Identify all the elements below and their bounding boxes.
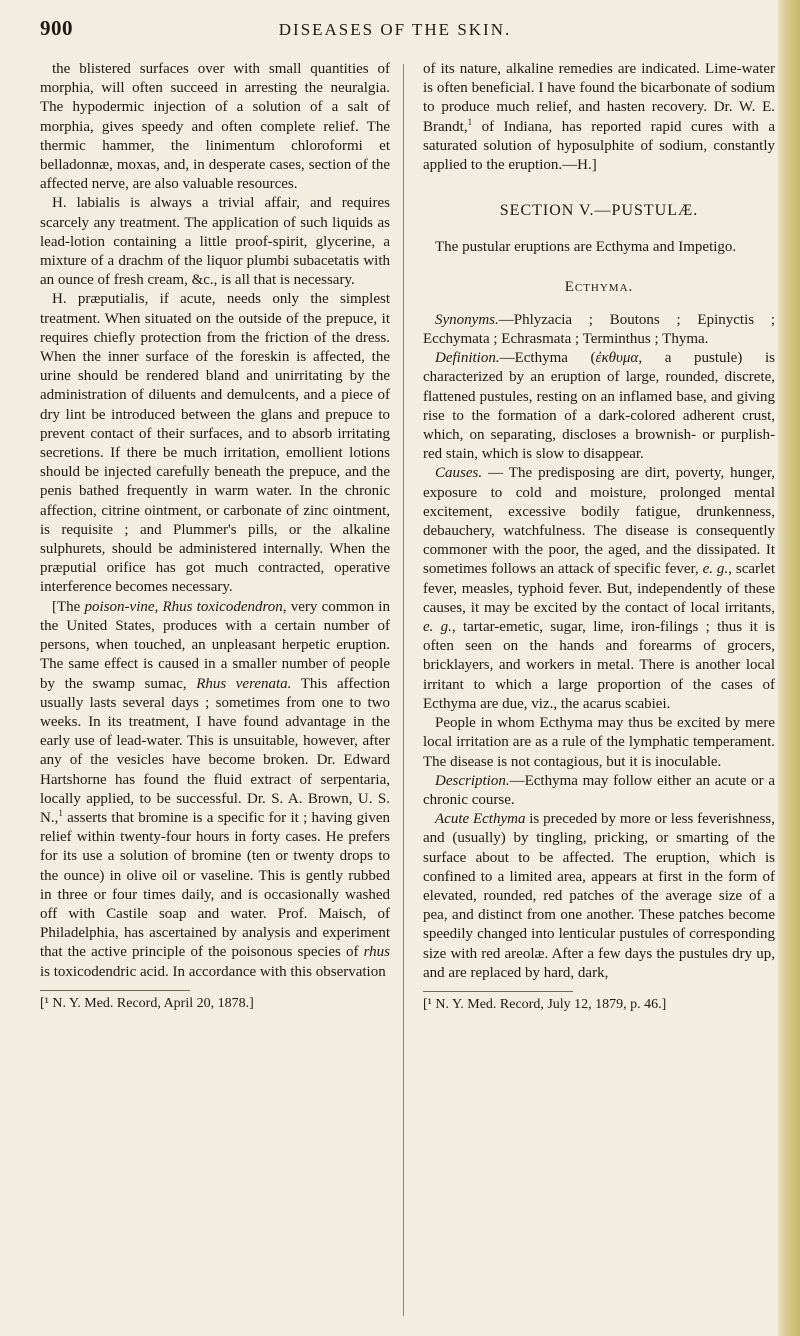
text-run: , a pustule) is characterized by an eruption of large, rounded, discrete, flattened pustules, resting on an inflamed base, and giving rise to the formation of a dark-colored adherent crust, which, on separating, discloses a brownish- or purplish-red stain, which is slow to disappear. xyxy=(423,350,775,463)
italic-label: Definition. xyxy=(435,350,500,367)
paragraph xyxy=(423,464,775,714)
paragraph xyxy=(423,810,775,983)
subheading: Ecthyma. xyxy=(564,278,634,295)
paragraph xyxy=(423,772,775,810)
page-edge xyxy=(778,0,800,1336)
text-run: — The predisposing are dirt, poverty, hunger, exposure to cold and moisture, prolonged mental excitement, excessive bodily fatigue, drunkenness, debauchery, watchfulness. The disease is consequently commoner with the poor, the aged, and the dissipated. It sometimes follows an attack of specific fever, xyxy=(423,465,775,578)
paragraph xyxy=(40,598,390,982)
page-header xyxy=(0,12,790,42)
greek-text: ἐκθυμα xyxy=(595,350,639,367)
paragraph: H. labialis is always a trivial affair, and requires scarcely any treatment. The application of such liquids as lead-lotion containing a little proof-spirit, glycerine, a mixture of a drachm of the liquor plumbi subacetatis with an ounce of fresh cream, &c., is all that is necessary. xyxy=(40,195,390,289)
text-run: —Ecthyma ( xyxy=(499,350,596,367)
text-run: of its nature, alkaline remedies are indicated. Lime-water is often beneficial. I have found the bicarbonate of sodium to produce much relief, and hasten recovery. Dr. W. E. Brandt, xyxy=(423,61,775,135)
italic-text: e. g. xyxy=(702,561,729,578)
paragraph xyxy=(423,311,775,349)
page-number: 900 xyxy=(40,16,73,40)
italic-label: Causes. xyxy=(435,465,483,482)
paragraph xyxy=(423,60,775,175)
italic-label: Acute Ecthyma xyxy=(435,811,526,828)
text-run: This affection usually lasts several days ; sometimes from one to two weeks. In its treatment, I have found advantage in the early use of lead-water. This is unsuitable, however, after any of the vesicles have become broken. Dr. Edward Hartshorne has found the fluid extract of serpentaria, locally applied, to be successful. Dr. S. A. Brown, U. S. N., xyxy=(40,675,391,826)
footnote-marker: 1 xyxy=(58,807,63,818)
italic-label: Description. xyxy=(435,772,510,789)
text-run: —Phlyzacia ; Boutons ; Epinyctis ; Ecchymata ; Echrasmata ; Terminthus ; Thyma. xyxy=(423,311,775,348)
paragraph: H. præputialis, if acute, needs only the simplest treatment. When situated on the outside of the prepuce, it requires chiefly protection from the friction of the dress. When the inner surface of the foreskin is affected, the urine should be rendered bland and unirritating by the administration of diluents and demulcents, and a piece of dry lint be introduced between the glans and prepuce to prevent contact of their surfaces, and to absorb irritating secretions. If there be much irritation, emollient lotions should be injected carefully beneath the prepuce, and the penis bathed frequently in warm water. In the chronic affection, citrine ointment, or carbonate of zinc ointment, is requisite ; and Plummer's pills, or the alkaline sulphurets, should be administered internally. When the præputial orifice has got much contracted, operative interference becomes necessary. xyxy=(40,291,390,596)
footnote-rule xyxy=(423,991,573,992)
section-heading: SECTION V.—PUSTULÆ. xyxy=(499,202,699,220)
paragraph xyxy=(423,349,775,464)
paragraph: The pustular eruptions are Ecthyma and Impetigo. xyxy=(435,239,737,256)
column-divider xyxy=(403,64,404,1316)
italic-text: rhus xyxy=(363,944,390,961)
running-head: DISEASES OF THE SKIN. xyxy=(278,20,512,39)
left-column xyxy=(40,60,390,1012)
text-run: —Ecthyma may follow either an acute or a chronic course. xyxy=(423,772,775,808)
footnote-rule xyxy=(40,990,190,991)
footnote-marker: 1 xyxy=(467,116,473,127)
italic-label: Synonyms. xyxy=(435,311,499,328)
footnote: [¹ N. Y. Med. Record, July 12, 1879, p. 46.] xyxy=(423,996,667,1012)
text-run: [The xyxy=(52,598,85,615)
footnote: [¹ N. Y. Med. Record, April 20, 1878.] xyxy=(40,995,254,1011)
text-run: very common in the United States, produces with a certain number of persons, when touched, an unpleasant herpetic eruption. The same effect is caused in a smaller number of people by the swamp sumac, xyxy=(40,598,390,692)
paragraph: People in whom Ecthyma may thus be excited by mere local irritation are as a rule of the lymphatic temperament. The disease is not contagious, but it is inoculable. xyxy=(423,715,775,770)
italic-text: poison-vine, Rhus toxicodendron, xyxy=(84,598,287,615)
text-run: of Indiana, has reported rapid cures with a saturated solution of hyposulphite of sodium, constantly applied to the eruption.—H.] xyxy=(423,118,775,174)
text-run: , tartar-emetic, sugar, lime, iron-filings ; thus it is often seen on the hands and forearms of grocers, bricklayers, and workers in metal. There is another local irritant to which a large proportion of the cases of Ecthyma are due, viz., the acarus scabiei. xyxy=(423,619,775,712)
paragraph: the blistered surfaces over with small quantities of morphia, will often succeed in arresting the neuralgia. The hypodermic injection of a solution of a salt of morphia, gives speedy and often complete relief. The thermic hammer, the linimentum chloroformi et belladonnæ, moxas, and, in desperate cases, section of the affected nerve, are also valuable resources. xyxy=(40,61,390,193)
italic-text: Rhus verenata. xyxy=(196,675,292,692)
text-run: asserts that bromine is a specific for it ; having given relief within twenty-four hours in forty cases. He prefers for its use a solution of bromine (ten or twenty drops to the ounce) in olive oil or vaseline. This is gently rubbed in three or four times daily, and is occasionally washed off with Castile soap and water. Prof. Maisch, of Philadelphia, has ascertained by analysis and experiment that the active principle of the poisonous species of xyxy=(40,809,390,961)
text-run: , scarlet fever, measles, typhoid fever. But, independently of these causes, it may be excited by the contact of local irritants, xyxy=(423,561,775,616)
text-run: is preceded by more or less feverishness, and (usually) by tingling, pricking, or smarting of the surface about to be affected. The eruption, which is confined to a limited area, appears at first in the form of elevated, rounded, red patches of the average size of a pea, and distinct from one another. These patches become speedily changed into lenticular pustules of corresponding size with red areolæ. After a few days the pustules dry up, and are replaced by hard, dark, xyxy=(423,811,776,981)
right-column xyxy=(423,60,775,1013)
italic-text: e. g. xyxy=(423,619,452,636)
text-run: is toxicodendric acid. In accordance with this observation xyxy=(40,963,386,980)
